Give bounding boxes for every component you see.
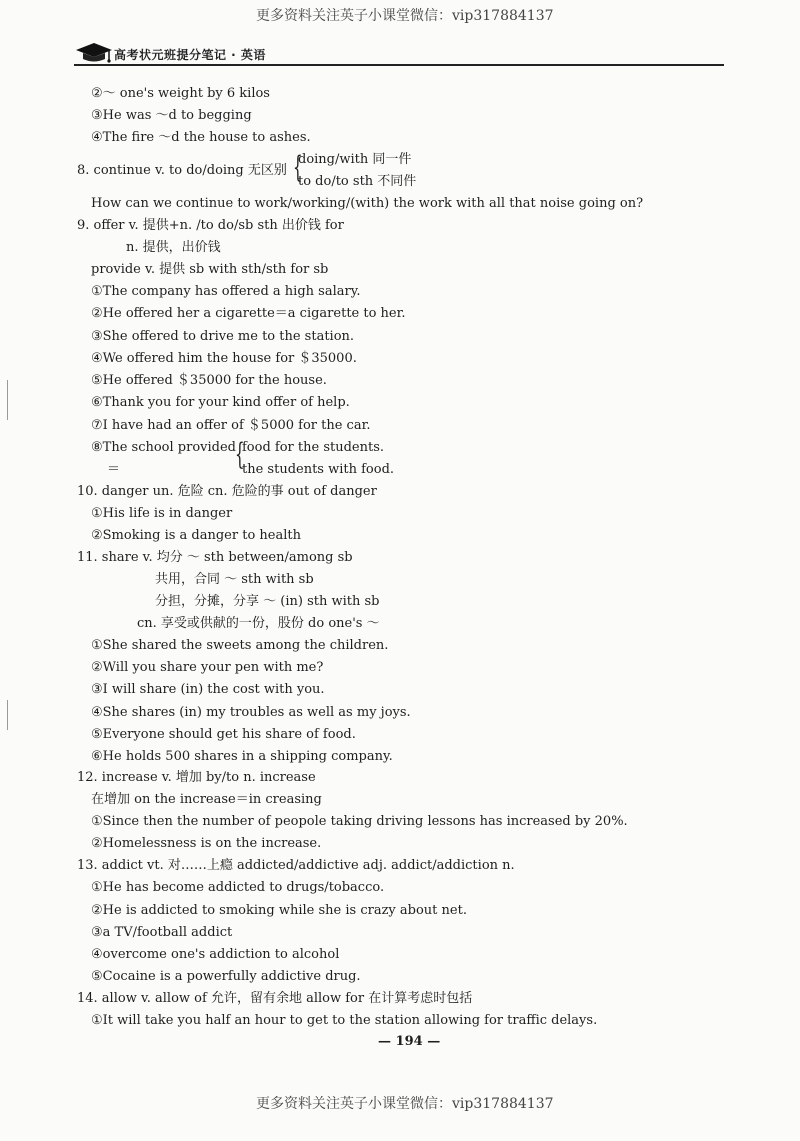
text-line: ①His life is in danger [91,506,233,521]
text-line: 共用，合同 ～ sth with sb [155,572,314,587]
text-line: ④She shares (in) my troubles as well as my joys. [91,705,411,720]
text-line: How can we continue to work/working/(with) the work with all that noise going on? [91,196,644,211]
entry-heading: 13. addict vt. 对……上瘾 addicted/addictive adj. addict/addiction n. [77,858,515,873]
text-line: ②He offered her a cigarette＝a cigarette to her. [91,306,406,321]
text-line: ⑤He offered ＄35000 for the house. [91,373,327,388]
header-title: 高考状元班提分笔记 · 英语 [114,48,266,62]
text-line: ②～ one's weight by 6 kilos [91,86,270,101]
text-line: 分担，分摊，分享 ～ (in) sth with sb [155,594,380,609]
text-line: ④We offered him the house for ＄35000. [91,351,357,366]
text-line: ②Homelessness is on the increase. [91,836,322,851]
text-line: provide v. 提供 sb with sth/sth for sb [91,262,329,277]
text-line: the students with food. [242,462,395,477]
text-line: 在增加 on the increase＝in creasing [91,792,322,807]
text-line: ②Smoking is a danger to health [91,528,301,543]
entry-heading: 11. share v. 均分 ～ sth between/among sb [77,550,353,565]
page-number: — 194 — [378,1034,441,1049]
entry-heading: 8. continue v. to do/doing 无区别 [77,163,287,178]
text-line: ⑥He holds 500 shares in a shipping company. [91,749,393,764]
text-line: ＝ [107,462,121,477]
text-line: ④overcome one's addiction to alcohol [91,947,340,962]
text-line: ①The company has offered a high salary. [91,284,361,299]
text-line: ③He was ～d to begging [91,108,252,123]
text-line: cn. 享受或供献的一份，股份 do one's ～ [137,616,380,631]
text-line: ①He has become addicted to drugs/tobacco. [91,880,385,895]
text-line: ③a TV/football addict [91,925,233,940]
text-line: doing/with 同一件 [298,152,412,167]
watermark-top: 更多资料关注英子小课堂微信：vip317884137 [256,8,554,24]
text-line: n. 提供，出价钱 [126,240,221,255]
text-line: ⑥Thank you for your kind offer of help. [91,395,350,410]
text-line: ②He is addicted to smoking while she is crazy about net. [91,903,467,918]
scan-edge-mark [7,700,8,730]
text-line: ①She shared the sweets among the children. [91,638,389,653]
entry-heading: 9. offer v. 提供+n. /to do/sb sth 出价钱 for [77,218,344,233]
text-line: ⑤Everyone should get his share of food. [91,727,356,742]
entry-heading: 14. allow v. allow of 允许，留有余地 allow for 在计算考虑时包括 [77,991,473,1006]
text-line: ⑤Cocaine is a powerfully addictive drug. [91,969,361,984]
text-line: to do/to sth 不同件 [298,174,417,189]
text-line: ③I will share (in) the cost with you. [91,682,325,697]
text-line: ⑧The school provided [91,440,236,455]
text-line: ③She offered to drive me to the station. [91,329,355,344]
brace: { [235,437,245,472]
brace: { [293,150,303,185]
text-line: food for the students. [242,440,385,455]
entry-heading: 12. increase v. 增加 by/to n. increase [77,770,316,785]
text-line: ②Will you share your pen with me? [91,660,324,675]
text-line: ①Since then the number of peopole taking driving lessons has increased by 20%. [91,814,628,829]
scan-edge-mark [7,380,8,420]
watermark-bottom: 更多资料关注英子小课堂微信：vip317884137 [256,1096,554,1112]
entry-heading: 10. danger un. 危险 cn. 危险的事 out of danger [77,484,377,499]
text-line: ④The fire ～d the house to ashes. [91,130,311,145]
text-line: ①It will take you half an hour to get to the station allowing for traffic delays. [91,1013,598,1028]
text-line: ⑦I have had an offer of ＄5000 for the car. [91,418,371,433]
